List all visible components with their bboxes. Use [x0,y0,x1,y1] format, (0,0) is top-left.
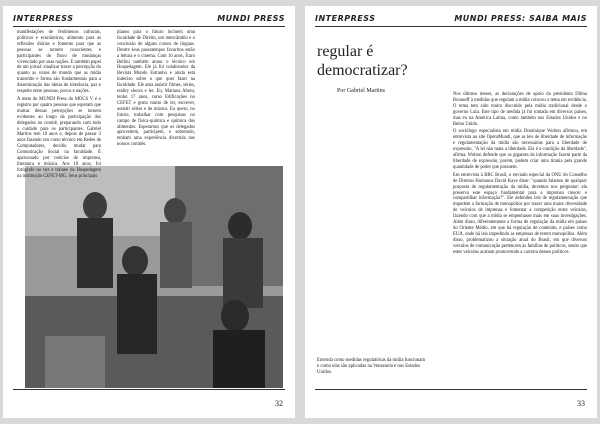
left-header [13,12,285,27]
left-page [3,6,295,418]
header-logo-left: INTERPRESS [13,14,74,23]
page-number: 33 [577,399,585,408]
article-body [453,92,587,257]
header-section-left: MUNDI PRESS [217,14,285,23]
article-author: Por Gabriel Martins [337,88,385,94]
paragraph: A meta do MUNDI Press do MOCS V é o registro por quatro pessoas que esperam que muitas dessas percepções se tornem evidentes ao longo da participação dos delegados no comitê, preparando com todo o cuidado para os participantes. Gabriel Martins tem 18 anos e, depois de passar 3 anos fazendo um curso técnico em Redes de Computadores, decidiu mudar para Comunicação Social na faculdade. É apaixonado por notícias de imprensa, literatura e música. Aos 18 anos, foi fotógrafo na vez e trainee da Hospedagem na instituição CEFET-MG. Seus principais [17,96,101,179]
paragraph: planos para o futuro incluem uma faculdade de Direito, um intercâmbio e o conclusão de alguns cursos de línguas. Dentre seus passatempos favoritos estão a leitura e o cinema. Com 16 anos, Ícaro Bellini também atuou o técnico em Hospedagem. Ele já foi colaborador da Revista Mundo Estranho e ainda está indeciso sobre o que quer fazer na faculdade. Ele ama assistir filmes, séries, reality shows e ler. Eu, Mariana Abreu, tenho 17 anos, curso Edificações no CEFET e gosto muito de ler, escrever, assistir séries e de música. Eu quero, no futuro, trabalhar com pesquisas no campo de física-química e química dos alimentos. Esperamos que os delegados aproveitem, participem, e sobretudo, tenham uma experiência divertida nos nossos comitês. [117,30,195,148]
paragraph: O sociólogo especialista em mídia Dominique Wolton afirmou, em entrevista ao site OperaMundi, que as leis de liberdade de informação e regulamentação da mídia são necessárias para a liberdade de expressão, "A lei não mata a liberdade. Ela é a condição da liberdade", afirma. Wolton defende que os gigantes da informação fazem parte da liberdade de expressão, porém, podem criar uma tirania pela grande quantidade de poder que possuem. [453,129,587,170]
paragraph: manifestações de fenômenos culturais, políticos e econômicos, alimento para as reflexões diárias e fomento para que as pessoas se tornem conscientes e participantes do fluxo de mudanças vivenciado por suas nações. E também papel de um jornal: sinalizar trazer a percepção do quanto as vozes de mundo que as mídia transmite e forma são fundamentais para a disseminação das ideias de tolerância, paz e respeito entre pessoas, povos e nações. [17,30,101,95]
footer-rule [13,389,285,390]
right-page [305,6,597,418]
page-number: 32 [275,399,283,408]
paragraph: Nos últimos meses, as declarações de apoio da presidenta Dilma Rousseff à medidas que regulam a mídia colocou o tema em evidência. O tema tem sido muito discutido pela mídia tradicional desde o governo Lula. Este tipo de medida já foi tomada em diversos países, mas eu na América Latina, como também nos Estados Unidos e no Reino Unido. [453,92,587,127]
header-section-right: MUNDI PRESS: SAIBA MAIS [454,14,587,23]
left-column-1 [17,30,101,182]
left-column-2 [117,30,195,150]
header-logo-right: INTERPRESS [315,14,376,23]
footer-rule [315,389,587,390]
photo-caption: Entenda como medidas regulatórias da mídia funcionam e como elas são aplicadas na Venezuela e nos Estados Unidos. [317,358,426,375]
paragraph: Em entrevista à BBC Brasil, o enviado especial da ONU do Conselho de Direitos Humanos David Kaye disse: "quando falamos de qualquer proposta de regulamentação da mídia, devemos nos perguntar: ela preserva este espaço fundamental para a imprensa crescer e compartilhar informação?". Ele defendeu leis de regulamentação que impedem a formação de monopólios por trazer uma maior diversidade de veículos de imprensa e fomentar a competição entre veículos, fazendo com que a mídia se empenhasse mais em suas investigações. Além disso, diferentemente a forma de regulação da mídia em países do Oriente Médio, em que há regulação de conteúdo, e países como EUA, onde há leis impedindo as empresas de terem monopólios. Além disso, problematizou a situação atual do Brasil, em que diversos veículos de comunicação pertencem às famílias de políticos, sendo que estes veículos acabam promovendo a carreira desses políticos. [453,172,587,255]
group-photo [25,166,283,388]
right-header [315,12,587,27]
article-title: regular é democratizar? [317,43,408,79]
